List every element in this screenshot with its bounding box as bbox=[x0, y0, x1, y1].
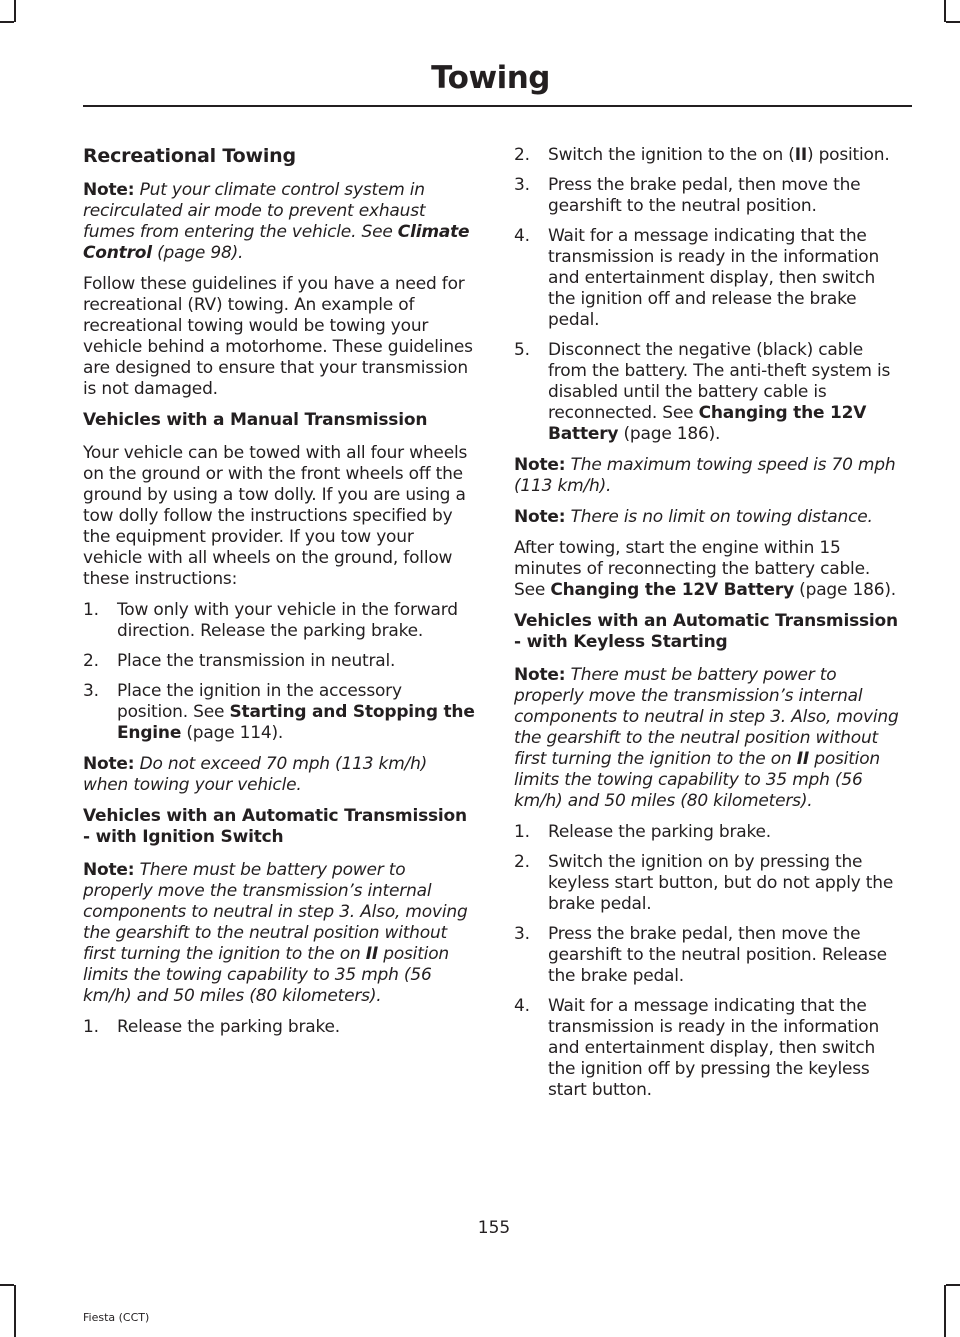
section-heading: Recreational Towing bbox=[83, 145, 296, 167]
note-label: Note: bbox=[514, 507, 566, 527]
note: Note: The maximum towing speed is 70 mph (113 km/h). bbox=[514, 455, 896, 496]
numbered-list bbox=[83, 600, 475, 744]
note-label: Note: bbox=[83, 180, 135, 200]
list-item: 1. Release the parking brake. bbox=[514, 822, 771, 842]
paragraph: Your vehicle can be towed with all four wheels on the ground or with the front wheels off the ground by using a tow dolly. If you are using a tow dolly follow the instructions specified by the equipment provider. If you tow your vehicle with all wheels on the ground, follow these instructions: bbox=[83, 443, 468, 589]
crop-mark bbox=[944, 0, 946, 22]
numbered-list bbox=[83, 1017, 475, 1038]
crop-mark bbox=[946, 21, 960, 23]
list-item: 5. Disconnect the negative (black) cable from the battery. The anti-theft system is disabled until the battery cable is reconnected. See Changing the 12V Battery (page 186). bbox=[514, 340, 891, 444]
list-item: 2. Switch the ignition to the on (II) position. bbox=[514, 145, 890, 165]
list-item: 4. Wait for a message indicating that the transmission is ready in the information and entertainment display, then switch the ignition off and release the brake pedal. bbox=[514, 226, 880, 330]
note-label: Note: bbox=[514, 665, 566, 685]
numbered-list bbox=[514, 822, 906, 1101]
note: Note: There must be battery power to properly move the transmission’s internal components to neutral in step 3. Also, moving the gearshift to the neutral position without first turning the ignition to the on II position limits the towing capability to 35 mph (56 km/h) and 50 miles (80 kilometers). bbox=[83, 860, 468, 1006]
page-number: 155 bbox=[477, 1218, 511, 1238]
header-rule bbox=[83, 105, 912, 107]
note: Note: There is no limit on towing distance. bbox=[514, 507, 873, 527]
numbered-list bbox=[514, 145, 906, 445]
cross-reference[interactable]: Changing the 12V Battery bbox=[548, 403, 867, 444]
subsection-heading: Vehicles with an Automatic Transmission - with Ignition Switch bbox=[83, 806, 467, 847]
note-label: Note: bbox=[514, 455, 566, 475]
cross-reference[interactable]: Climate Control bbox=[83, 222, 470, 263]
crop-mark bbox=[944, 1285, 946, 1337]
list-item: 3. Press the brake pedal, then move the gearshift to the neutral position. bbox=[514, 175, 861, 216]
footer-model: Fiesta (CCT) bbox=[83, 1311, 150, 1324]
page-title: Towing bbox=[431, 60, 550, 96]
list-item: 3. Press the brake pedal, then move the gearshift to the neutral position. Release the brake pedal. bbox=[514, 924, 887, 986]
crop-mark bbox=[0, 21, 14, 23]
cross-reference[interactable]: Starting and Stopping the Engine bbox=[117, 702, 475, 743]
note: Note: There must be battery power to properly move the transmission’s internal components to neutral in step 3. Also, moving the gearshift to the neutral position without first turning the ignition to the on II position limits the towing capability to 35 mph (56 km/h) and 50 miles (80 kilometers). bbox=[514, 665, 899, 811]
list-item: 1. Release the parking brake. bbox=[83, 1017, 340, 1037]
subsection-heading: Vehicles with an Automatic Transmission - with Keyless Starting bbox=[514, 611, 898, 652]
crop-mark bbox=[14, 0, 16, 22]
note: Note: Do not exceed 70 mph (113 km/h) when towing your vehicle. bbox=[83, 754, 428, 795]
crop-mark bbox=[14, 1285, 16, 1337]
note-label: Note: bbox=[83, 754, 135, 774]
cross-reference[interactable]: Changing the 12V Battery bbox=[550, 580, 794, 600]
subsection-heading: Vehicles with a Manual Transmission bbox=[83, 410, 428, 430]
paragraph: After towing, start the engine within 15 minutes of reconnecting the battery cable. See Changing the 12V Battery (page 186). bbox=[514, 538, 896, 600]
list-item: 4. Wait for a message indicating that the transmission is ready in the information and entertainment display, then switch the ignition off by pressing the keyless start button. bbox=[514, 996, 880, 1100]
note-label: Note: bbox=[83, 860, 135, 880]
list-item: 1. Tow only with your vehicle in the forward direction. Release the parking brake. bbox=[83, 600, 458, 641]
list-item: 3. Place the ignition in the accessory position. See Starting and Stopping the Engine (page 114). bbox=[83, 681, 475, 743]
right-column bbox=[514, 145, 906, 1111]
crop-mark bbox=[0, 1284, 14, 1286]
list-item: 2. Place the transmission in neutral. bbox=[83, 651, 396, 671]
crop-mark bbox=[946, 1284, 960, 1286]
paragraph: Follow these guidelines if you have a need for recreational (RV) towing. An example of recreational towing would be towing your vehicle behind a motorhome. These guidelines are designed to ensure that your transmission is not damaged. bbox=[83, 274, 473, 399]
left-column bbox=[83, 145, 475, 1048]
list-item: 2. Switch the ignition on by pressing the keyless start button, but do not apply the brake pedal. bbox=[514, 852, 894, 914]
note: Note: Put your climate control system in recirculated air mode to prevent exhaust fumes from entering the vehicle. See Climate Control (page 98). bbox=[83, 180, 470, 263]
